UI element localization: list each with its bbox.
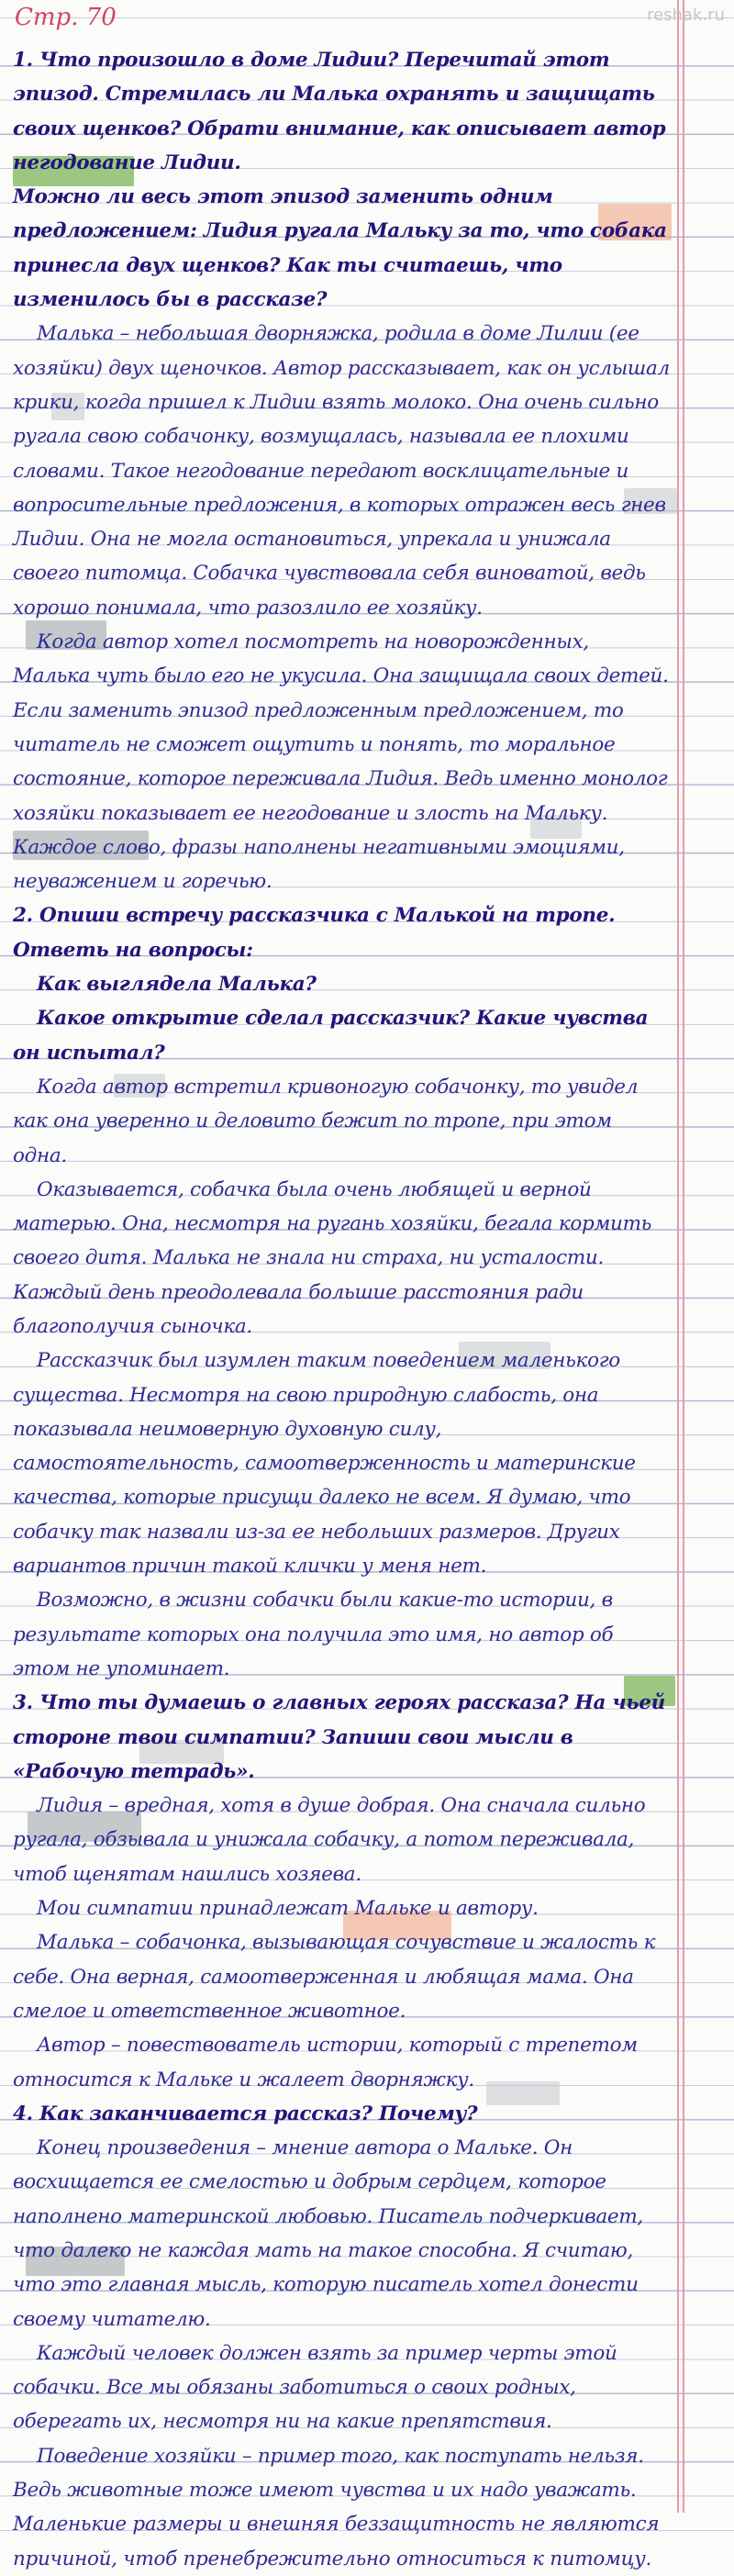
question-1: 1. Что произошло в доме Лидии? Перечитай этот эпизод. Стремилась ли Малька охранять и защищать своих щенков? Обрати внимание, как описывает автор негодование Лидии. [13, 49, 666, 174]
question-4: 4. Как заканчивается рассказ? Почему? [13, 2102, 478, 2125]
answer-paragraph: Когда автор встретил кривоногую собачонку, то увидел как она уверенно и деловито бежит по тропе, при этом одна. [13, 1075, 639, 1167]
page-number: Стр. 70 [15, 4, 117, 31]
answer-paragraph: Малька – небольшая дворняжка, родила в доме Лилии (ее хозяйки) двух щеночков. Автор рассказывает, как он услышал крики, когда пришел к Лидии взять молоко. Она очень сильно ругала свою собачонку, возмущалась, называла ее плохими словами. Такое негодование передают восклицательные и вопросительные предложения, в которых отражен весь гнев Лидии. Она не могла остановиться, упрекала и унижала своего питомца. Собачка чувствовала себя виноватой, ведь хорошо понимала, что разозлило ее хозяйку. [13, 322, 670, 619]
notebook-text [13, 43, 670, 2576]
question-2-subquestion: Какое открытие сделал рассказчик? Какие чувства он испытал? [13, 1007, 649, 1065]
answer-paragraph: Автор – повествователь истории, который с трепетом относится к Мальке и жалеет дворняжку. [13, 2034, 638, 2091]
answer-paragraph: Рассказчик был изумлен таким поведением маленького существа. Несмотря на свою природную слабость, она показывала неимоверную духовную силу, самостоятельность, самоотверженность и материнские качества, которые присущи далеко не всем. Я думаю, что собачку так назвали из-за ее небольших размеров. Других вариантов причин такой клички у меня нет. [13, 1349, 636, 1578]
question-1-followup: Можно ли весь этот эпизод заменить одним предложением: Лидия ругала Мальку за то, что собака принесла двух щенков? Как ты считаешь, что изменилось бы в рассказе? [13, 185, 667, 312]
answer-paragraph: Лидия – вредная, хотя в душе добрая. Она сначала сильно ругала, обзывала и унижала собачку, а потом переживала, чтоб щенятам нашлись хозяева. [13, 1794, 646, 1886]
question-2-prompt: Ответь на вопросы: [13, 938, 253, 962]
question-3: 3. Что ты думаешь о главных героях рассказа? На чьей стороне твои симпатии? Запиши свои мысли в «Рабочую тетрадь». [13, 1691, 666, 1783]
question-2-subquestion: Как выглядела Малька? [37, 973, 317, 997]
answer-paragraph: Поведение хозяйки – пример того, как поступать нельзя. Ведь животные тоже имеют чувства и их надо уважать. Маленькие размеры и внешняя беззащитность не являются причиной, чтоб пренебрежительно относиться к питомцу. [13, 2444, 660, 2570]
question-2: 2. Опиши встречу рассказчика с Малькой на тропе. [13, 904, 616, 928]
watermark: reshak.ru [647, 6, 725, 25]
answer-paragraph: Когда автор хотел посмотреть на новорожденных, Малька чуть было его не укусила. Она защищала своих детей. Если заменить эпизод предложенным предложением, то читатель не сможет ощутить и понять, то моральное состояние, которое переживала Лидия. Ведь именно монолог хозяйки показывает ее негодование и злость на Мальку. Каждое слово, фразы наполнены негативными эмоциями, неуважением и горечью. [13, 630, 669, 894]
answer-paragraph: Малька – собачонка, вызывающая сочувствие и жалость к себе. Она верная, самоотверженная и любящая мама. Она смелое и ответственное животное. [13, 1931, 656, 2023]
margin-line [683, 0, 684, 2513]
answer-paragraph: Конец произведения – мнение автора о Мальке. Он восхищается ее смелостью и добрым сердцем, которое наполнено материнской любовью. Писатель подчеркивает, что далеко не каждая мать на такое способна. Я считаю, что это главная мысль, которую писатель хотел донести своему читателю. [13, 2136, 643, 2331]
margin-line [677, 0, 679, 2513]
answer-paragraph: Каждый человек должен взять за пример черты этой собачки. Все мы обязаны заботиться о своих родных, оберегать их, несмотря ни на какие препятствия. [13, 2341, 617, 2434]
answer-paragraph: Оказывается, собачка была очень любящей и верной матерью. Она, несмотря на ругань хозяйки, бегала кормить своего дитя. Малька не знала ни страха, ни усталости. Каждый день преодолевала большие расстояния ради благополучия сыночка. [13, 1177, 652, 1338]
answer-paragraph: Мои симпатии принадлежат Мальке и автору. [37, 1897, 539, 1921]
answer-paragraph: Возможно, в жизни собачки были какие-то истории, в результате которых она получила это имя, но автор об этом не упоминает. [13, 1589, 614, 1680]
